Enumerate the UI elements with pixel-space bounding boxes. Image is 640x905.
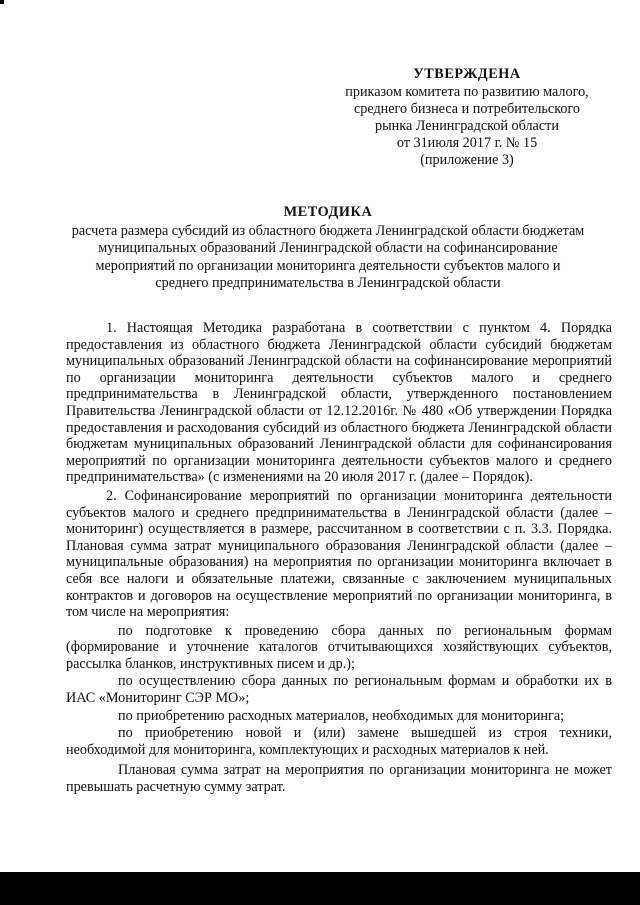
approval-heading: УТВЕРЖДЕНА (413, 66, 521, 82)
document-title: МЕТОДИКА (283, 204, 373, 220)
document-subtitle-line: мероприятий по организации мониторинга деятельности субъектов малого и (95, 257, 561, 274)
paragraph-1: 1. Настоящая Методика разработана в соответствии с пунктом 4. Порядка предоставления из областного бюджета Ленинградской области субсидий бюджетам муниципальных образований Ленинградской области на софинансирование мероприятий по организации мониторинга деятельности субъектов малого и среднего предпринимательства в Ленинградской области, утвержденного постановлением Правительства Ленинградской области от 12.12.2016г. № 480 «Об утверждении Порядка предоставления и расходования субсидий из областного бюджета Ленинградской области бюджетам муниципальных образований Ленинградской области для софинансирования мероприятий по организации мониторинга деятельности субъектов малого и среднего предпринимательства» (с изменениями на 20 июля 2017 г. (далее – Порядок). (66, 320, 612, 486)
document-title-block (52, 204, 604, 293)
approval-line: (приложение 3) (420, 152, 514, 168)
approval-stamp-block (332, 66, 602, 169)
approval-line: рынка Ленинградской области (375, 118, 559, 134)
scan-corner-mark (0, 0, 4, 4)
document-subtitle-line: среднего предпринимательства в Ленинградской области (155, 275, 501, 291)
approval-line: от 31июля 2017 г. № 15 (396, 135, 538, 151)
scan-border-strip (0, 872, 640, 905)
list-item: по приобретению расходных материалов, необходимых для мониторинга; (118, 707, 565, 724)
list-item: по подготовке к проведению сбора данных по региональным формам (формирование и уточнение каталогов отчитывающихся хозяйствующих субъектов, рассылка бланков, инструктивных писем и др.); (66, 622, 612, 672)
list-item: по осуществлению сбора данных по региональным формам и обработки их в ИАС «Мониторинг СЭР МО»; (66, 673, 612, 707)
document-subtitle-line: расчета размера субсидий из областного бюджета Ленинградской области бюджетам (71, 222, 585, 239)
document-body (66, 320, 612, 798)
final-paragraph: Плановая сумма затрат на мероприятия по организации мониторинга не может превышать расчетную сумму затрат. (66, 762, 612, 796)
list-item: по приобретению новой и (или) замене вышедшей из строя техники, необходимой для мониторинга, комплектующих и расходных материалов к ней. (66, 725, 612, 758)
document-subtitle-line: муниципальных образований Ленинградской области на софинансирование (98, 240, 558, 256)
paragraph-2: 2. Софинансирование мероприятий по организации мониторинга деятельности субъектов малого и среднего предпринимательства в Ленинградской области (далее – мониторинг) осуществляется в размере, рассчитанном в соответствии с п. 3.3. Порядка. Плановая сумма затрат муниципального образования Ленинградской области (далее – муниципальные образования) на мероприятия по организации мониторинга включает в себя все налоги и обязательные платежи, связанные с заключением муниципальных контрактов и договоров на осуществление мероприятий по организации мониторинга, в том числе на мероприятия: (66, 487, 612, 621)
approval-line: среднего бизнеса и потребительского (353, 101, 581, 117)
approval-line: приказом комитета по развитию малого, (345, 84, 589, 100)
